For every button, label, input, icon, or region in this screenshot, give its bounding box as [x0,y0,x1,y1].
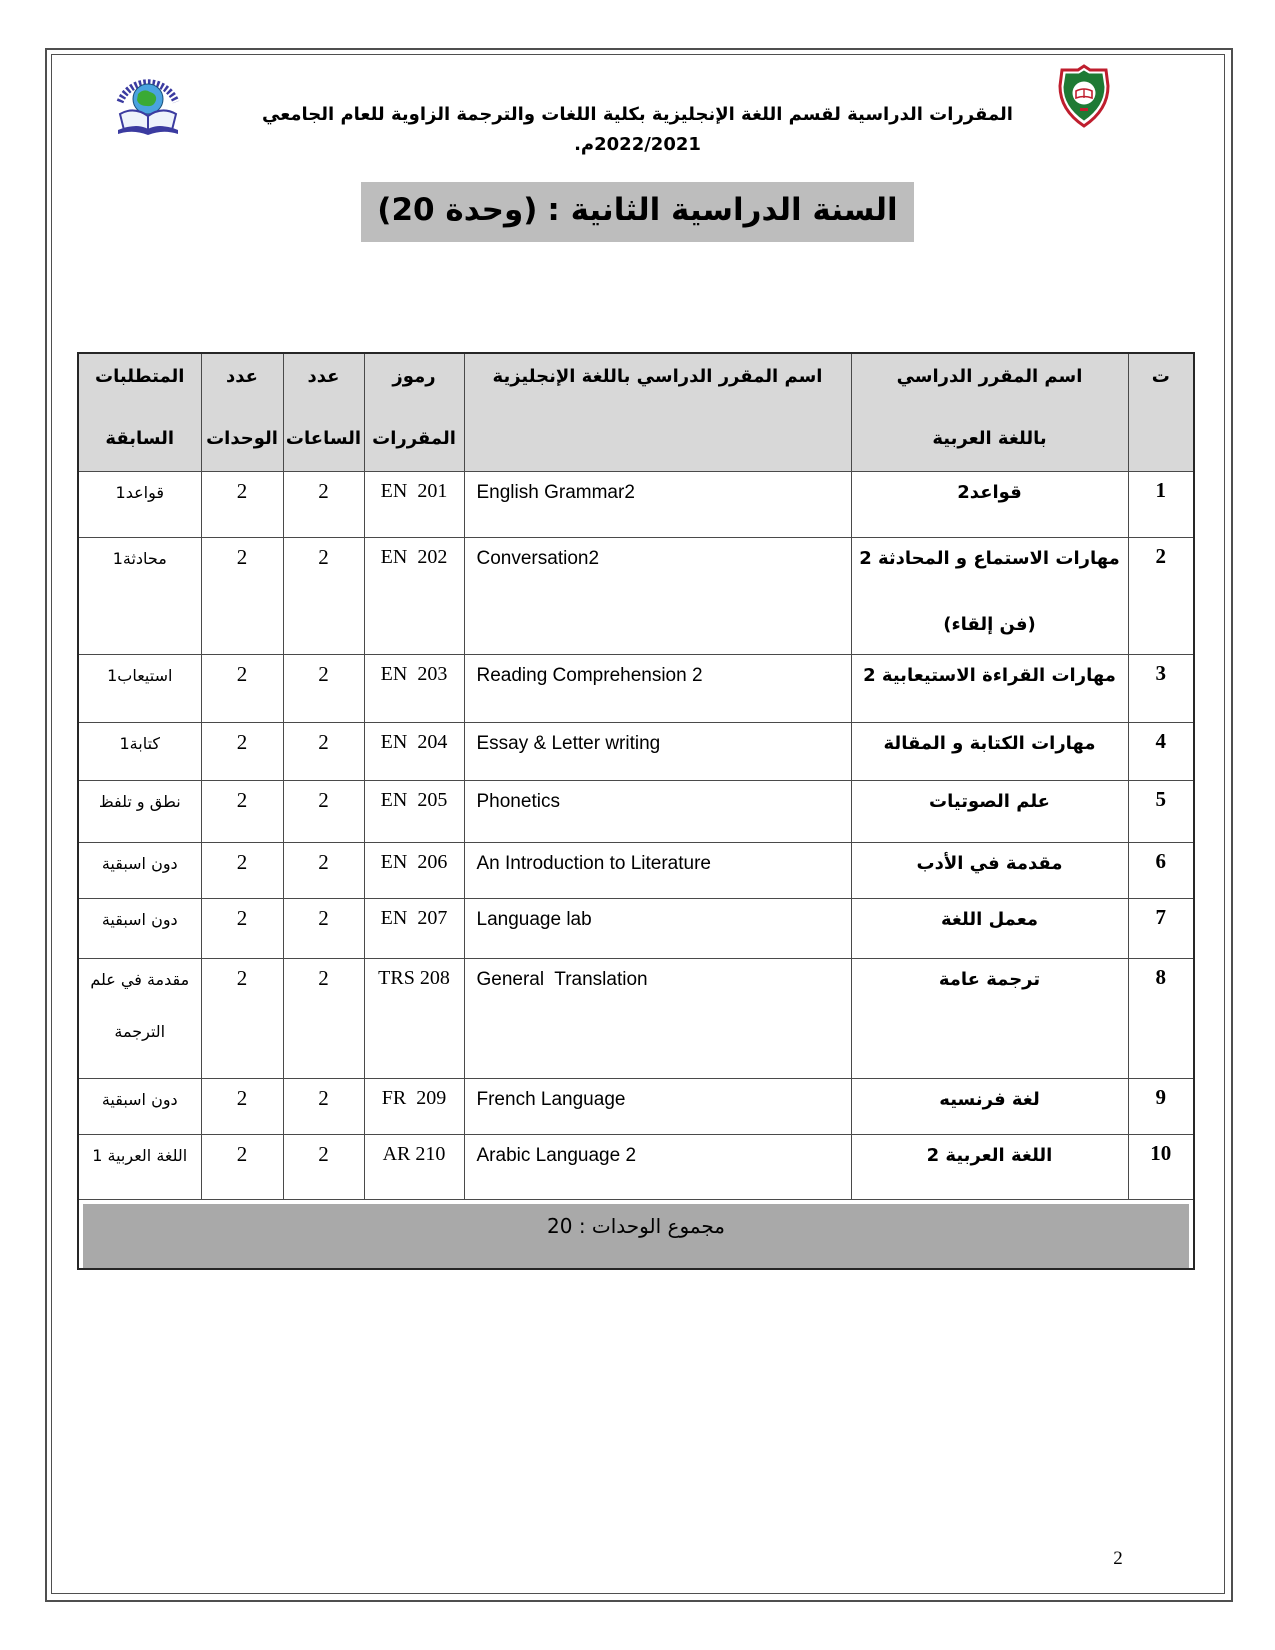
course-units: 2 [201,537,283,654]
course-name-arabic: مقدمة في الأدب [851,842,1128,898]
course-units: 2 [201,1078,283,1134]
course-code: EN 206 [364,842,464,898]
course-index: 3 [1128,654,1194,722]
course-name-arabic: قواعد2 [851,471,1128,537]
course-prerequisite: كتابة1 [78,722,201,780]
course-name-arabic: اللغة العربية 2 [851,1134,1128,1199]
table-row [78,1078,1194,1134]
course-prerequisite: دون اسبقية [78,842,201,898]
course-table-body [78,471,1194,1199]
course-prerequisite: دون اسبقية [78,1078,201,1134]
col-header-arabic-name: اسم المقرر الدراسي باللغة العربية [851,353,1128,471]
course-code: FR 209 [364,1078,464,1134]
table-row [78,537,1194,654]
course-name-arabic: علم الصوتيات [851,780,1128,842]
course-code: TRS 208 [364,958,464,1078]
course-hours: 2 [283,1134,364,1199]
course-units: 2 [201,1134,283,1199]
course-units: 2 [201,471,283,537]
course-name-english: An Introduction to Literature [464,842,851,898]
page-number: 2 [1113,1548,1123,1569]
course-code: EN 202 [364,537,464,654]
course-prerequisite: استيعاب1 [78,654,201,722]
university-shield-crest [1056,64,1112,130]
section-title-highlight [361,182,913,242]
course-prerequisite: قواعد1 [78,471,201,537]
course-name-arabic: لغة فرنسيه [851,1078,1128,1134]
course-name-arabic: مهارات الاستماع و المحادثة 2 (فن إلقاء) [851,537,1128,654]
course-code: EN 203 [364,654,464,722]
course-name-english: General Translation [464,958,851,1078]
col-header-index: ت [1128,353,1194,471]
table-row [78,1134,1194,1199]
document-header-line: المقررات الدراسية لقسم اللغة الإنجليزية بكلية اللغات والترجمة الزاوية للعام الجامعي 2022/2021م. [262,104,1013,155]
course-index: 4 [1128,722,1194,780]
course-name-arabic: مهارات الكتابة و المقالة [851,722,1128,780]
table-row [78,842,1194,898]
col-header-hours-count: عدد الساعات [283,353,364,471]
course-name-english: Conversation2 [464,537,851,654]
course-index: 7 [1128,898,1194,958]
table-row [78,958,1194,1078]
course-hours: 2 [283,898,364,958]
course-name-english: Reading Comprehension 2 [464,654,851,722]
section-title [0,182,1275,242]
col-header-course-codes: رموز المقررات [364,353,464,471]
course-prerequisite: محادثة1 [78,537,201,654]
table-row [78,898,1194,958]
total-units-row [78,1199,1194,1269]
course-name-english: Arabic Language 2 [464,1134,851,1199]
course-name-english: Essay & Letter writing [464,722,851,780]
course-index: 1 [1128,471,1194,537]
course-prerequisite: اللغة العربية 1 [78,1134,201,1199]
course-index: 10 [1128,1134,1194,1199]
course-index: 5 [1128,780,1194,842]
course-hours: 2 [283,958,364,1078]
course-hours: 2 [283,722,364,780]
course-code: EN 204 [364,722,464,780]
course-code: EN 207 [364,898,464,958]
course-name-english: French Language [464,1078,851,1134]
course-name-arabic: مهارات القراءة الاستيعابية 2 [851,654,1128,722]
course-code: EN 205 [364,780,464,842]
section-title-text: السنة الدراسية الثانية : [547,192,898,228]
course-hours: 2 [283,537,364,654]
courses-table [77,352,1195,1270]
course-units: 2 [201,958,283,1078]
table-header-row [78,353,1194,471]
course-name-english: Language lab [464,898,851,958]
course-hours: 2 [283,471,364,537]
course-units: 2 [201,722,283,780]
course-index: 2 [1128,537,1194,654]
course-prerequisite: مقدمة في علم الترجمة [78,958,201,1078]
course-name-arabic: ترجمة عامة [851,958,1128,1078]
course-prerequisite: دون اسبقية [78,898,201,958]
course-name-english: Phonetics [464,780,851,842]
course-code: AR 210 [364,1134,464,1199]
table-row [78,471,1194,537]
course-units: 2 [201,780,283,842]
course-name-english: English Grammar2 [464,471,851,537]
table-row [78,780,1194,842]
course-index: 9 [1128,1078,1194,1134]
course-hours: 2 [283,780,364,842]
course-index: 8 [1128,958,1194,1078]
course-units: 2 [201,898,283,958]
section-title-units: (20 وحدة) [377,192,538,228]
table-row [78,722,1194,780]
course-index: 6 [1128,842,1194,898]
table-row [78,654,1194,722]
course-hours: 2 [283,1078,364,1134]
course-hours: 2 [283,654,364,722]
col-header-english-name: اسم المقرر الدراسي باللغة الإنجليزية [464,353,851,471]
col-header-prerequisites: المتطلبات السابقة [78,353,201,471]
total-units-cell: مجموع الوحدات : 20 [78,1199,1194,1269]
course-units: 2 [201,654,283,722]
course-prerequisite: نطق و تلفظ [78,780,201,842]
course-hours: 2 [283,842,364,898]
course-units: 2 [201,842,283,898]
course-name-arabic: معمل اللغة [851,898,1128,958]
course-code: EN 201 [364,471,464,537]
college-book-globe-logo [108,66,188,144]
col-header-units-count: عدد الوحدات [201,353,283,471]
